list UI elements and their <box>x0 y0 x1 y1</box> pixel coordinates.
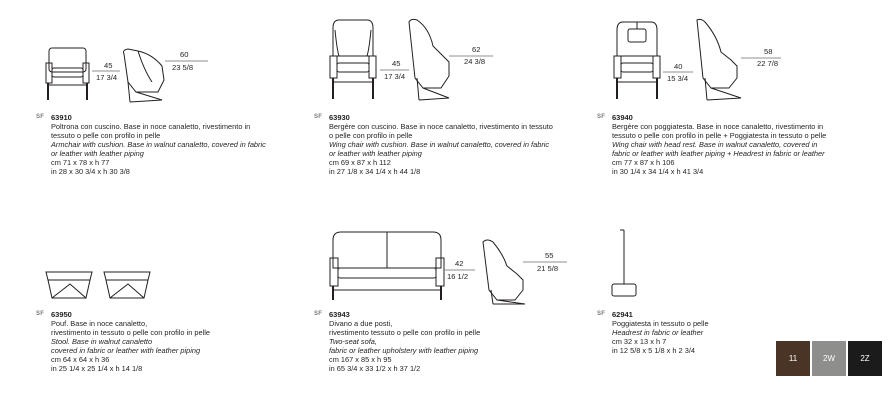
desc-en-line: fabric or leather upholstery with leather piping <box>329 345 479 355</box>
dims-in: in 25 1/4 x 25 1/4 x h 14 1/8 <box>51 363 143 373</box>
armchair-side-in: 23 5/8 <box>172 63 194 72</box>
swatch-label: 2W <box>823 354 835 363</box>
dims-in: in 28 x 30 3/4 x h 30 3/8 <box>51 166 130 176</box>
wingchair-side-in: 24 3/8 <box>464 57 486 66</box>
product-description <box>612 123 872 176</box>
sofa-front-view <box>330 232 444 300</box>
headrest-chair-front-view <box>614 22 660 99</box>
finish-swatch-black <box>848 341 882 376</box>
dims-cm: cm 64 x 64 x h 36 <box>51 354 110 364</box>
product-code: 63943 <box>329 310 350 319</box>
headrest-chair-side-in: 22 7/8 <box>757 59 779 68</box>
product-prefix: SF <box>597 114 606 120</box>
headrest-chair-side-view <box>697 19 741 100</box>
dims-cm: cm 77 x 87 x h 106 <box>612 157 675 167</box>
armchair-side-cm: 60 <box>180 50 189 59</box>
product-description <box>51 320 311 373</box>
sofa-side-cm: 55 <box>545 251 554 260</box>
desc-en-line: covered in fabric or leather with leather piping <box>51 345 201 355</box>
product-code: 63940 <box>612 113 633 122</box>
sofa-side-view <box>483 240 525 304</box>
dims-cm: cm 69 x 87 x h 112 <box>329 157 391 167</box>
product-code: 62941 <box>612 310 633 319</box>
desc-en-line: Two-seat sofa, <box>329 336 377 346</box>
headrest-chair-side-cm: 58 <box>764 47 773 56</box>
desc-en-line: Wing chair with head rest. Base in walnut canaletto, covered in <box>612 139 818 149</box>
desc-it-line: tessuto o pelle con profilo in pelle + Poggiatesta in tessuto o pelle <box>612 130 827 140</box>
product-prefix: SF <box>314 311 323 317</box>
wingchair-side-view <box>409 19 449 100</box>
stool-drawing <box>40 266 160 306</box>
desc-en-line: or leather with leather piping <box>329 148 422 158</box>
desc-en-line: Wing chair with cushion. Base in walnut canaletto, covered in fabric <box>329 139 550 149</box>
product-prefix: SF <box>36 114 45 120</box>
desc-en-line: Armchair with cushion. Base in walnut canaletto, covered in fabric <box>51 139 266 149</box>
sofa-drawing <box>325 228 585 308</box>
desc-it-line: Poggiatesta in tessuto o pelle <box>612 319 709 328</box>
desc-it-line: tessuto o pelle con profilo in pelle <box>51 130 161 140</box>
headrest-drawing <box>609 226 639 302</box>
desc-it-line: Divano a due posti, <box>329 319 393 328</box>
wingchair-side-cm: 62 <box>472 45 481 54</box>
headrest-chair-drawing <box>609 16 799 104</box>
desc-en-line: fabric or leather with leather piping + Headrest in fabric or leather <box>612 148 825 158</box>
finish-swatch-grey <box>812 341 846 376</box>
armchair-front-in: 17 3/4 <box>96 73 118 82</box>
dims-cm: cm 71 x 78 x h 77 <box>51 157 110 167</box>
product-prefix: SF <box>314 114 323 120</box>
sofa-front-in: 16 1/2 <box>447 272 469 281</box>
finish-swatch-walnut <box>776 341 810 376</box>
desc-en-line: or leather with leather piping <box>51 148 144 158</box>
desc-it-line: Bergère con poggiatesta. Base in noce canaletto, rivestimento in <box>612 122 824 131</box>
headrest-chair-front-in: 15 3/4 <box>667 74 689 83</box>
desc-it-line: rivestimento in tessuto o pelle con profilo in pelle <box>51 327 210 337</box>
armchair-front-cm: 45 <box>104 61 113 70</box>
dims-in: in 30 1/4 x 34 1/4 x h 41 3/4 <box>612 166 704 176</box>
product-description <box>51 123 311 176</box>
desc-it-line: Bergère con cuscino. Base in noce canaletto, rivestimento in tessuto <box>329 122 553 131</box>
wingchair-front-cm: 45 <box>392 59 401 68</box>
product-prefix: SF <box>36 311 45 317</box>
desc-it-line: rivestimento tessuto o pelle con profilo in pelle <box>329 327 481 337</box>
swatch-label: 2Z <box>860 354 870 363</box>
product-code: 63910 <box>51 113 72 122</box>
stool-front-view <box>46 272 92 298</box>
desc-it-line: o pelle con profilo in pelle <box>329 130 413 140</box>
desc-it-line: Poltrona con cuscino. Base in noce canaletto, rivestimento in <box>51 122 251 131</box>
dims-in: in 65 3/4 x 33 1/2 x h 37 1/2 <box>329 363 421 373</box>
sofa-side-in: 21 5/8 <box>537 264 559 273</box>
desc-it-line: Pouf. Base in noce canaletto, <box>51 319 148 328</box>
product-description <box>329 320 589 373</box>
sofa-front-cm: 42 <box>455 259 464 268</box>
product-code: 63950 <box>51 310 72 319</box>
swatch-label: 11 <box>788 354 798 363</box>
product-prefix: SF <box>597 311 606 317</box>
desc-en-line: Stool. Base in walnut canaletto <box>51 336 153 346</box>
product-description <box>329 123 589 176</box>
armchair-drawing <box>40 40 240 106</box>
product-code: 63930 <box>329 113 350 122</box>
wingchair-drawing <box>325 16 505 104</box>
headrest-chair-front-cm: 40 <box>674 62 683 71</box>
wingchair-front-in: 17 3/4 <box>384 72 406 81</box>
dims-in: in 27 1/8 x 34 1/4 x h 44 1/8 <box>329 166 421 176</box>
armchair-side-view <box>124 49 165 102</box>
wingchair-front-view <box>330 20 376 99</box>
armchair-front-view <box>46 48 89 100</box>
dims-cm: cm 167 x 85 x h 95 <box>329 354 392 364</box>
dims-in: in 12 5/8 x 5 1/8 x h 2 3/4 <box>612 345 695 355</box>
desc-en-line: Headrest in fabric or leather <box>612 327 704 337</box>
dims-cm: cm 32 x 13 x h 7 <box>612 336 667 346</box>
stool-side-view <box>104 272 150 298</box>
